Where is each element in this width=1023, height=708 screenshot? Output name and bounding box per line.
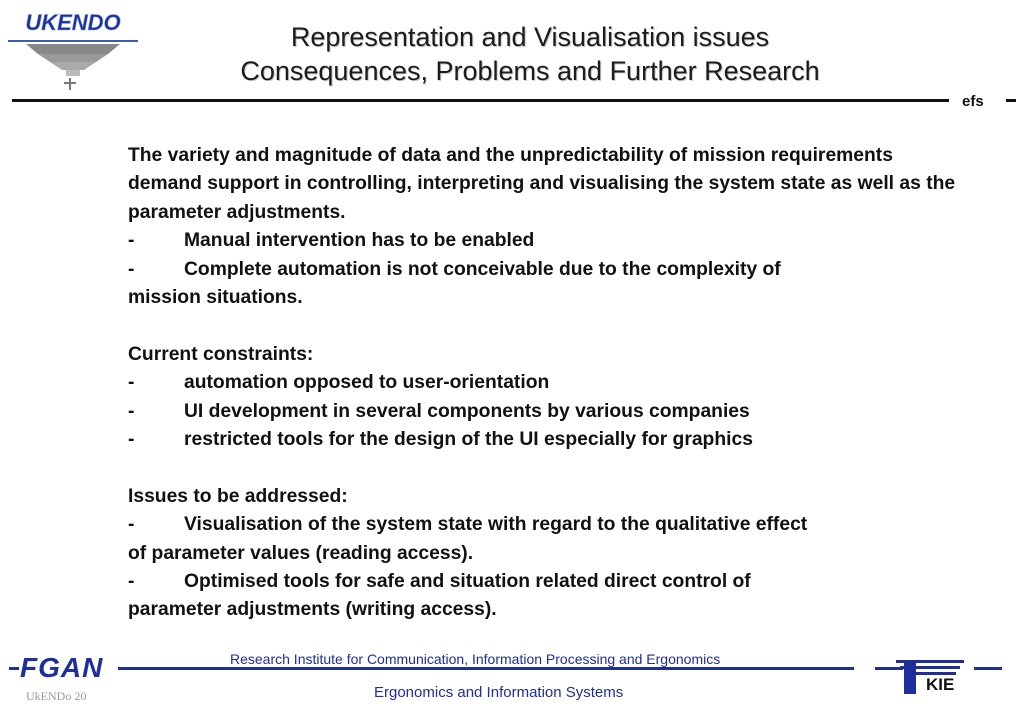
bullet-text: Visualisation of the system state with regard to the qualitative effect (184, 514, 808, 536)
bullet-text: Complete automation is not conceivable due to the complexity of (184, 258, 781, 280)
slide-body (128, 142, 958, 625)
ukendo-logo (8, 4, 138, 94)
bullet-dash: - (128, 429, 135, 451)
constraint-item (128, 426, 958, 454)
constraint-item (128, 398, 958, 426)
bullet-text: Optimised tools for safe and situation related direct control of (184, 571, 751, 593)
spacer (128, 454, 958, 482)
bullet-dash: - (128, 514, 135, 536)
header-rule-end (1006, 99, 1016, 102)
bullet-continuation: mission situations. (128, 287, 303, 309)
issue-item (128, 511, 958, 539)
logo-step-2 (38, 54, 108, 62)
logo-step-1 (26, 44, 120, 54)
footer-rule (118, 667, 854, 670)
bullet-text: UI development in several components by various companies (184, 400, 750, 422)
logo-step-4 (66, 70, 80, 76)
bullet-item (128, 256, 958, 284)
spacer (128, 312, 958, 340)
logo-line (8, 40, 138, 42)
slide-title (150, 20, 910, 88)
footer-rule-start (9, 667, 19, 670)
footer-rule-end (974, 667, 1002, 670)
bullet-dash: - (128, 571, 135, 593)
constraint-item (128, 369, 958, 397)
kie-logo-text: KIE (926, 675, 955, 694)
intro-paragraph: The variety and magnitude of data and the unpredictability of mission requirements demand support in controlling, interpreting and visualising the system state as well as the parameter adjustments. (128, 145, 956, 223)
logo-step-3 (50, 62, 96, 70)
institute-name: Research Institute for Communication, Information Processing and Ergonomics (230, 651, 721, 667)
issues-heading: Issues to be addressed: (128, 485, 348, 507)
bullet-dash: - (128, 372, 135, 394)
bullet-dash: - (128, 400, 135, 422)
title-line-1: Representation and Visualisation issues (290, 22, 770, 52)
bullet-dash: - (128, 230, 135, 252)
slide-number: UkENDo 20 (26, 689, 87, 703)
bullet-dash: - (128, 258, 135, 280)
bullet-text: restricted tools for the design of the UI especially for graphics (184, 429, 753, 451)
constraints-heading: Current constraints: (128, 343, 314, 365)
kie-stem (904, 660, 916, 694)
issue-item (128, 568, 958, 596)
bullet-text: automation opposed to user-orientation (184, 372, 550, 394)
efs-tag: efs (962, 93, 984, 110)
bullet-item (128, 227, 958, 255)
fgan-logo: FGAN (20, 652, 104, 683)
header-rule (12, 99, 949, 102)
bullet-text: Manual intervention has to be enabled (184, 230, 535, 252)
title-line-2: Consequences, Problems and Further Research (240, 56, 820, 86)
department-name: Ergonomics and Information Systems (374, 684, 624, 701)
logo-text: UKENDO (25, 10, 121, 35)
bullet-continuation: of parameter values (reading access). (128, 542, 474, 564)
bullet-continuation: parameter adjustments (writing access). (128, 599, 497, 621)
